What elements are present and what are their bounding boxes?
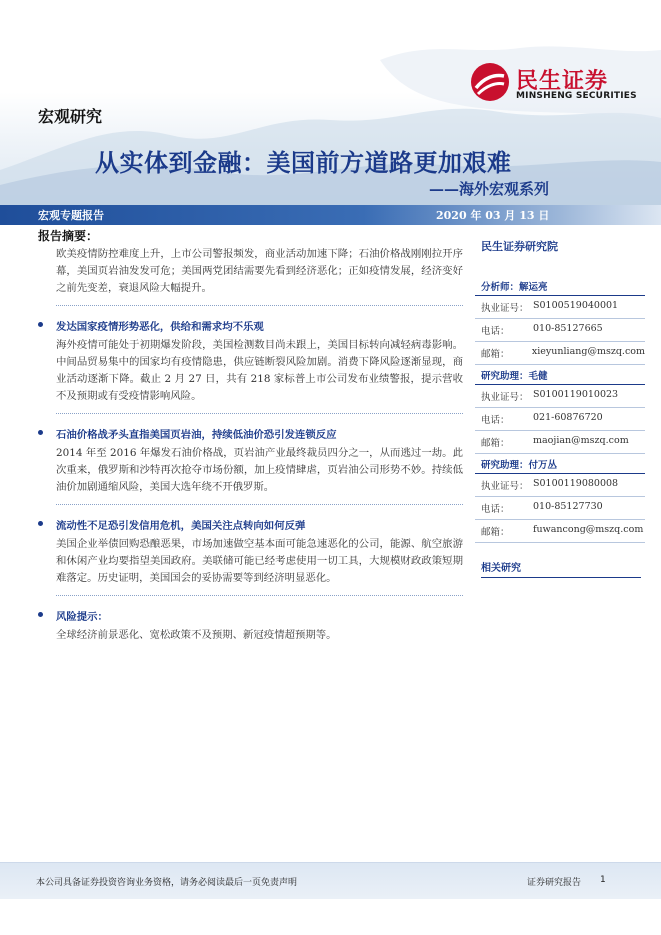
related-research-heading: 相关研究: [481, 559, 641, 578]
analyst-role: 研究助理：付万丛: [475, 454, 645, 474]
email-link[interactable]: maojian@mszq.com: [533, 435, 629, 446]
info-row: 邮箱： xieyunliang@mszq.com: [475, 342, 645, 365]
series-subtitle: ——海外宏观系列: [428, 180, 549, 198]
section-label: 宏观研究: [38, 107, 103, 126]
report-type-label: 宏观专题报告: [38, 209, 104, 222]
analyst-block: [475, 454, 645, 543]
bullet-dot-icon: [38, 430, 43, 435]
summary-column: [38, 227, 463, 644]
info-row: 电话： 010-85127665: [475, 319, 645, 342]
info-row: 邮箱： fuwancong@mszq.com: [475, 520, 645, 543]
report-title: 从实体到金融：美国前方道路更加艰难: [95, 148, 512, 177]
section-text: 海外疫情可能处于初期爆发阶段，美国检测数目尚未跟上，美国目标转向减轻病毒影响。中间品贸易集中的国家均有疫情隐患，供应链断裂风险加剧。消费下降风险逐渐显现，商业活动逐渐下降。截止 2 月 27 日，共有 218 家标普上市公司发布业绩警报，提示营收不及预期或有受疫情影响风险。: [56, 339, 463, 402]
summary-intro: 欧美疫情防控难度上升，上市公司警报频发，商业活动加速下降；石油价格战刚刚拉开序幕，美国页岩油发发可危；美国两党团结需要先看到经济恶化；正如疫情发展，经济变好之前先变差，衰退风险大幅提升。: [56, 248, 463, 294]
institute-name: 民生证券研究院: [481, 240, 558, 253]
info-row: 执业证号： S0100519040001: [475, 296, 645, 319]
info-row: 电话： 021-60876720: [475, 408, 645, 431]
section-text: 美国企业举债回购恐酿恶果，市场加速做空基本面可能急速恶化的公司，能源、航空旅游和休闲产业均要指望美国政府。美联储可能已经考虑使用一切工具，大规模财政政策短期难落定。历史证明，美国国会的妥协需要等到经济明显恶化。: [56, 538, 463, 584]
divider: [56, 595, 463, 596]
logo-english-name: MINSHENG SECURITIES: [516, 91, 637, 101]
minsheng-logo-icon: [470, 62, 510, 102]
analyst-sidebar: [475, 232, 645, 578]
info-row: 执业证号： S0100119080008: [475, 474, 645, 497]
section-text: 全球经济前景恶化、宽松政策不及预期、新冠疫情超预期等。: [56, 629, 337, 641]
email-link[interactable]: fuwancong@mszq.com: [533, 524, 644, 535]
logo-chinese-name: 民生证券: [516, 69, 609, 94]
divider: [56, 413, 463, 414]
summary-title: 报告摘要：: [38, 229, 99, 243]
footer-disclaimer: 本公司具备证券投资咨询业务资格，请务必阅读最后一页免责声明: [36, 878, 298, 888]
section-heading: 石油价格战矛头直指美国页岩油，持续低油价恐引发连锁反应: [38, 426, 463, 441]
report-type-bar: [0, 205, 661, 225]
footer-doc-type: 证券研究报告: [527, 878, 582, 888]
bullet-dot-icon: [38, 612, 43, 617]
report-date: 2020 年 03 月 13 日: [436, 209, 550, 222]
page-footer: [0, 862, 661, 899]
analyst-role: 分析师：解运亮: [475, 276, 645, 296]
section-text: 2014 年至 2016 年爆发石油价格战，页岩油产业最终裁员四分之一，从而逃过一劫。此次重来，俄罗斯和沙特再次抢夺市场份额，加上疫情肆虐，页岩油公司形势不妙。持续低油价加剧通缩风险，美国大选年绕不开俄罗斯。: [56, 447, 463, 493]
section-heading: 风险提示：: [38, 608, 463, 623]
divider: [56, 504, 463, 505]
divider: [56, 305, 463, 306]
email-link[interactable]: xieyunliang@mszq.com: [531, 346, 645, 357]
info-row: 邮箱： maojian@mszq.com: [475, 431, 645, 454]
info-row: 电话： 010-85127730: [475, 497, 645, 520]
minsheng-logo: [470, 62, 640, 106]
section-heading: 发达国家疫情形势恶化，供给和需求均不乐观: [38, 318, 463, 333]
section-heading: 流动性不足恐引发信用危机，美国关注点转向如何反弹: [38, 517, 463, 532]
analyst-block: [475, 276, 645, 365]
info-row: 执业证号： S0100119010023: [475, 385, 645, 408]
bullet-dot-icon: [38, 322, 43, 327]
report-header: [0, 0, 661, 205]
analyst-block: [475, 365, 645, 454]
page-number: 1: [600, 875, 606, 885]
bullet-dot-icon: [38, 521, 43, 526]
analyst-role: 研究助理：毛健: [475, 365, 645, 385]
